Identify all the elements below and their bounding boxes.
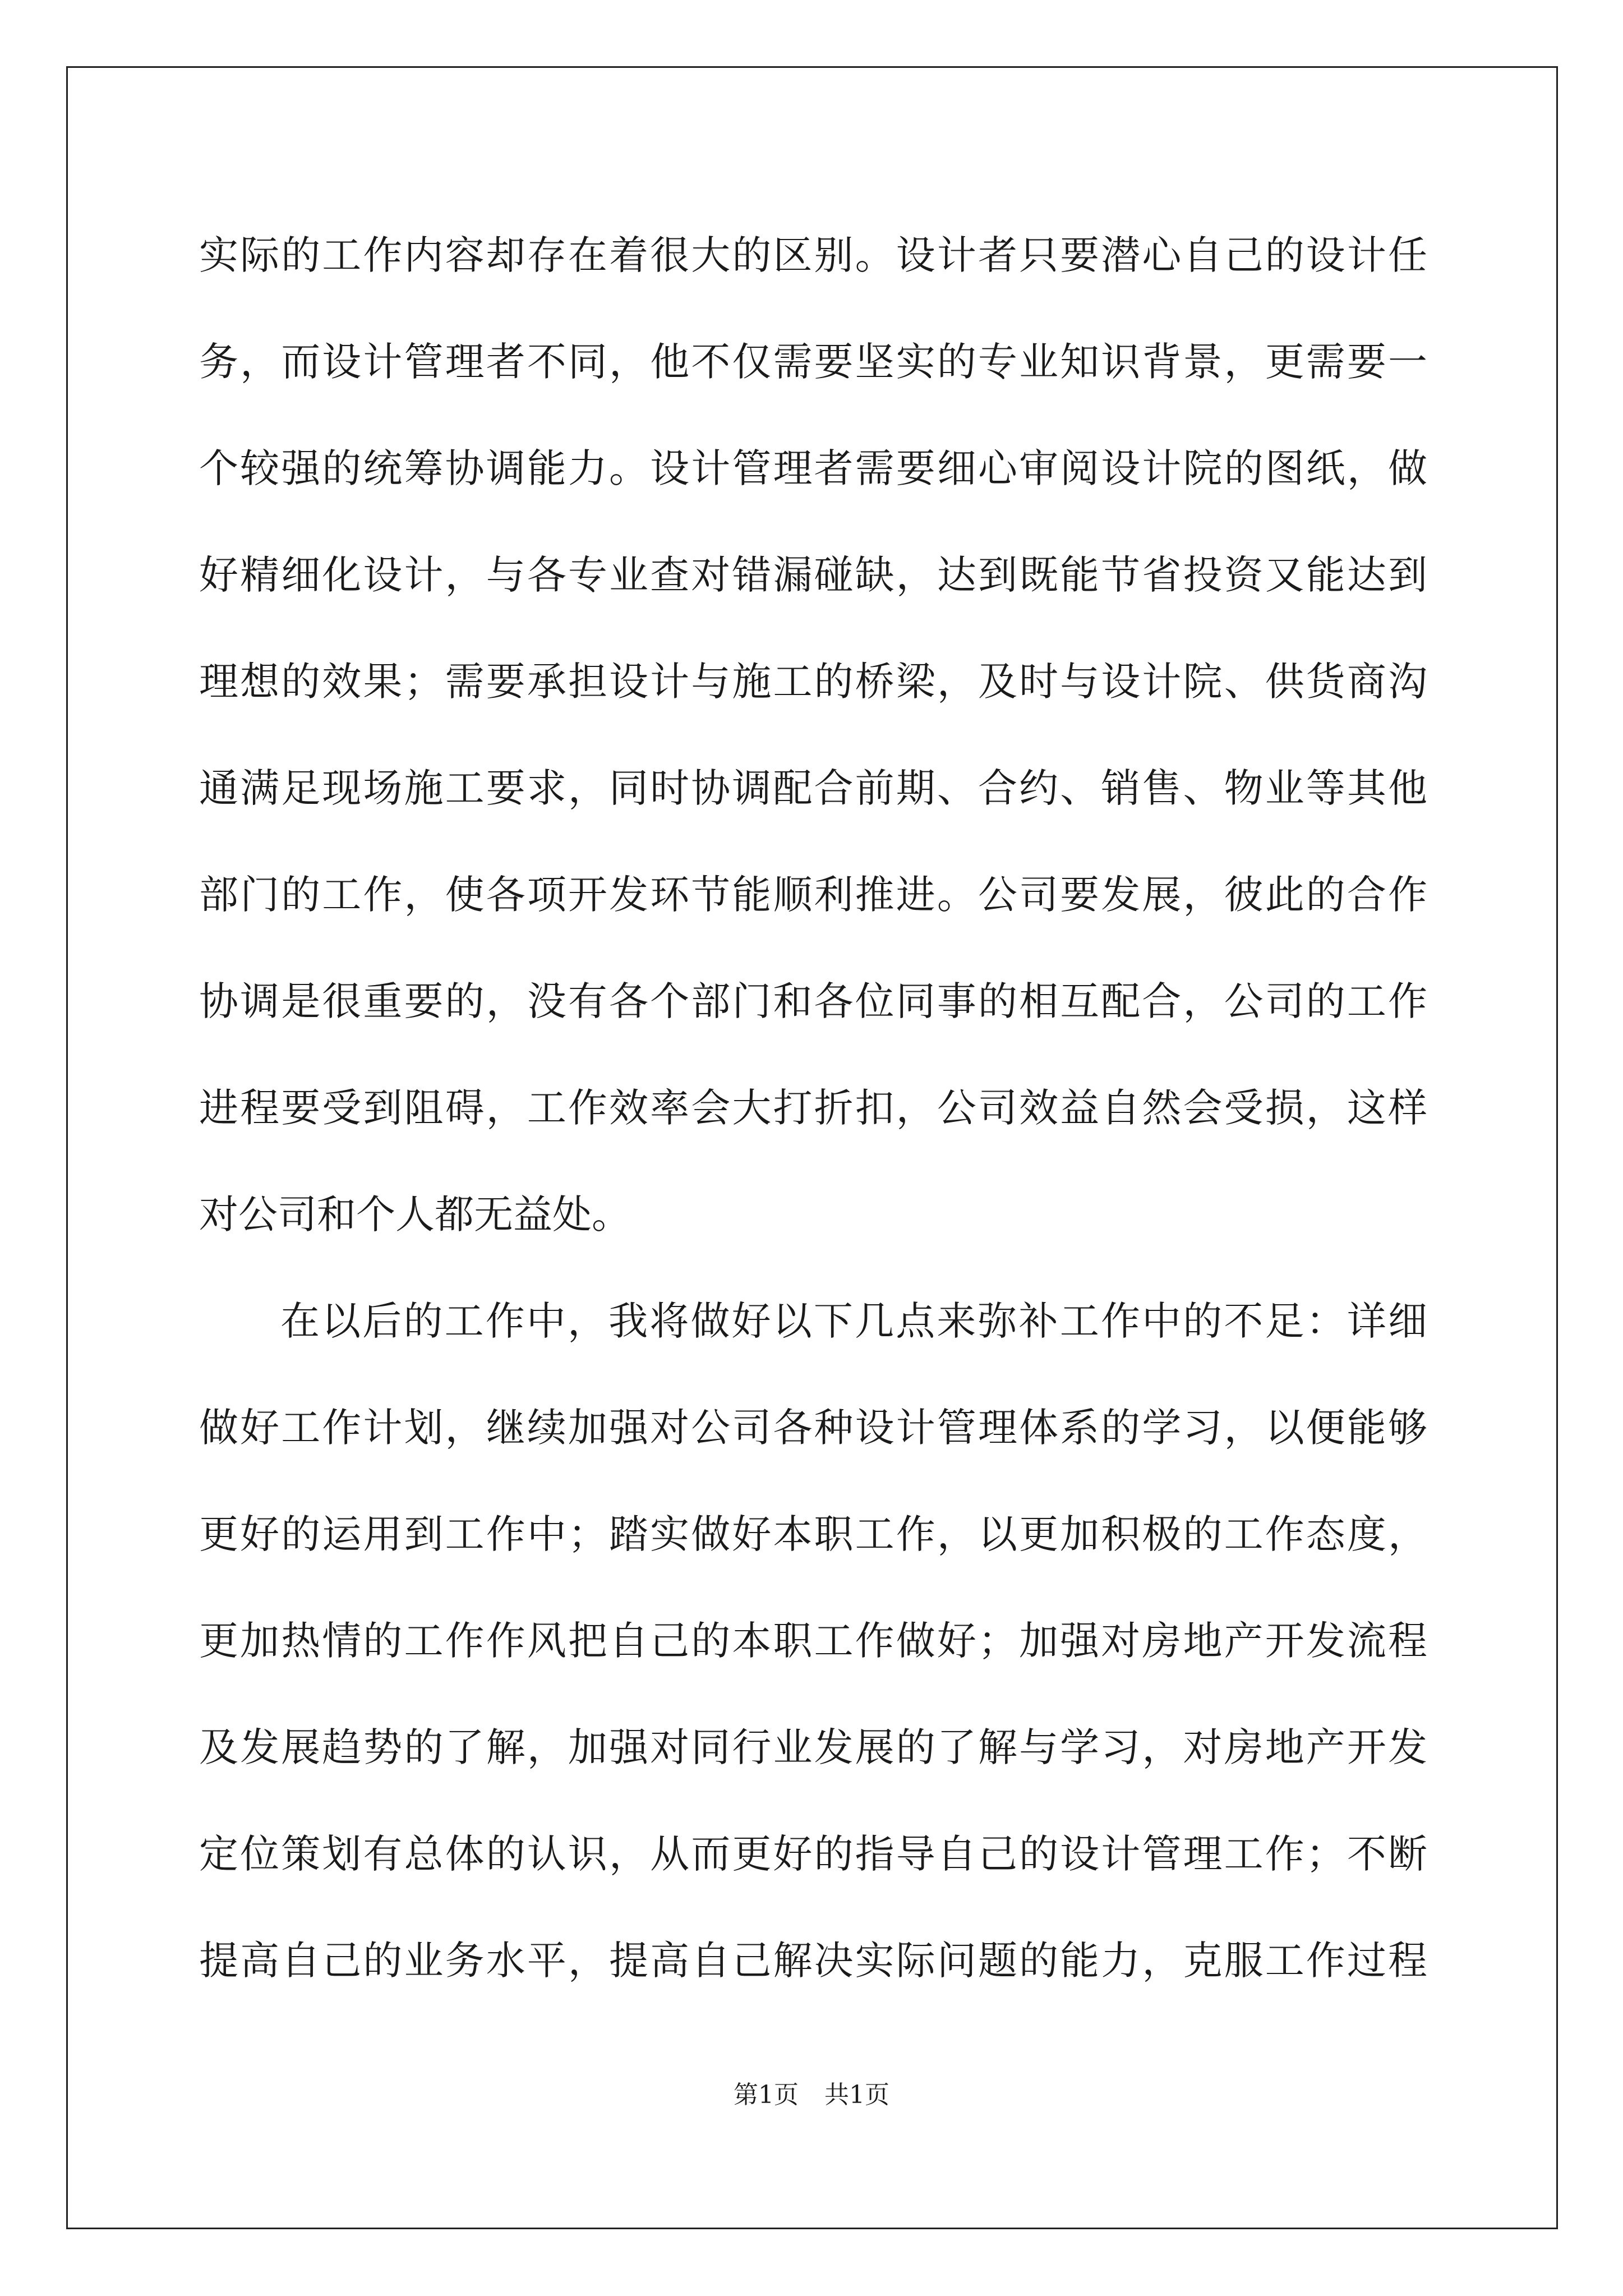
page-number: 第1页 <box>734 2081 799 2109</box>
text-line: 对公司和个人都无益处。 <box>199 1191 631 1237</box>
text-line: 实际的工作内容却存在着很大的区别。设计者只要潜心自己的设计任 <box>199 232 1427 278</box>
document-body <box>199 202 1427 2014</box>
text-line: 理想的效果；需要承担设计与施工的桥梁，及时与设计院、供货商沟 <box>199 659 1427 705</box>
text-line: 更加热情的工作作风把自己的本职工作做好；加强对房地产开发流程 <box>199 1618 1427 1664</box>
text-line: 个较强的统筹协调能力。设计管理者需要细心审阅设计院的图纸，做 <box>199 445 1427 491</box>
text-line: 提高自己的业务水平，提高自己解决实际问题的能力，克服工作过程 <box>199 1938 1427 1984</box>
page-count: 共1页 <box>824 2081 889 2109</box>
page-footer <box>0 2078 1623 2112</box>
text-line: 通满足现场施工要求，同时协调配合前期、合约、销售、物业等其他 <box>199 765 1427 811</box>
text-line: 及发展趋势的了解，加强对同行业发展的了解与学习，对房地产开发 <box>199 1724 1427 1770</box>
text-line: 协调是很重要的，没有各个部门和各位同事的相互配合，公司的工作 <box>199 978 1427 1024</box>
text-line: 部门的工作，使各项开发环节能顺利推进。公司要发展，彼此的合作 <box>199 872 1427 918</box>
text-line: 好精细化设计，与各专业查对错漏碰缺，达到既能节省投资又能达到 <box>199 552 1427 598</box>
text-line: 进程要受到阻碍，工作效率会大打折扣，公司效益自然会受损，这样 <box>199 1085 1427 1131</box>
paragraph-first-line: 在以后的工作中，我将做好以下几点来弥补工作中的不足：详细 <box>280 1298 1427 1344</box>
text-line: 做好工作计划，继续加强对公司各种设计管理体系的学习，以便能够 <box>199 1405 1427 1451</box>
text-line: 更好的运用到工作中；踏实做好本职工作，以更加积极的工作态度， <box>199 1511 1427 1557</box>
text-line: 定位策划有总体的认识，从而更好的指导自己的设计管理工作；不断 <box>199 1831 1427 1877</box>
text-line: 务，而设计管理者不同，他不仅需要坚实的专业知识背景，更需要一 <box>199 339 1427 385</box>
